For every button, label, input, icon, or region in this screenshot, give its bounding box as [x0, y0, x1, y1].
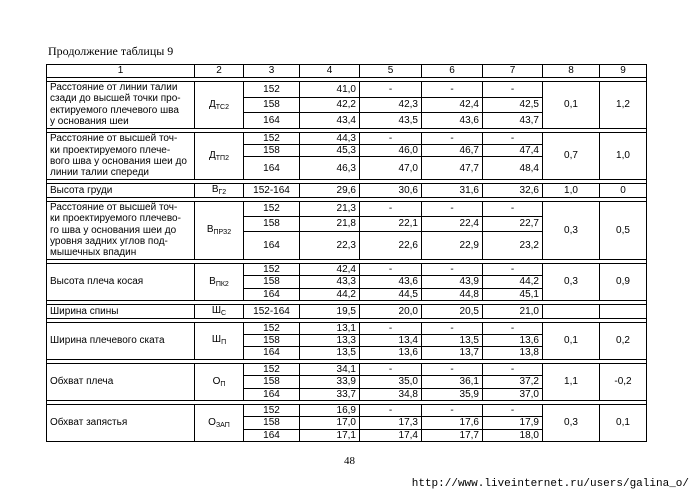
value-cell: -	[360, 263, 422, 275]
height-cell: 164	[244, 157, 300, 180]
symbol-letter: О	[212, 375, 221, 387]
value-cell: -	[422, 132, 483, 144]
value-cell: -	[422, 201, 483, 216]
value-cell: 32,6	[483, 184, 543, 197]
value-cell: 46,7	[422, 145, 483, 157]
coefficient-cell: 0	[600, 184, 647, 197]
coefficient-cell: 0,1	[543, 82, 600, 129]
measurement-name-line: Высота плеча косая	[50, 276, 144, 288]
value-cell: 41,0	[300, 82, 360, 98]
measurement-name	[47, 201, 195, 259]
symbol-letter: Д	[209, 149, 216, 161]
coefficient-cell: 1,1	[543, 363, 600, 400]
height-cell: 152-164	[244, 305, 300, 318]
table-caption: Продолжение таблицы 9	[48, 44, 174, 58]
measurement-name-line: ки проектируемого плечево-	[50, 213, 181, 225]
coefficient-cell	[543, 305, 600, 318]
symbol-subscript: ТС2	[215, 103, 229, 111]
symbol-subscript: Г2	[218, 189, 227, 197]
value-cell: 17,0	[300, 417, 360, 429]
value-cell: 13,3	[300, 334, 360, 346]
value-cell: 47,0	[360, 157, 422, 180]
watermark-url: http://www.liveinternet.ru/users/galina_o/	[411, 478, 689, 490]
value-cell: -	[360, 363, 422, 375]
value-cell: -	[483, 132, 543, 144]
column-header: 4	[300, 65, 360, 78]
value-cell: 33,7	[300, 388, 360, 400]
symbol-letter: Ш	[211, 305, 222, 317]
column-header: 6	[422, 65, 483, 78]
height-cell: 164	[244, 113, 300, 129]
measurement-name-line: Ширина плечевого ската	[50, 334, 165, 346]
header-row	[47, 65, 647, 78]
measurement-symbol	[195, 184, 244, 197]
column-header: 2	[195, 65, 244, 78]
column-header: 9	[600, 65, 647, 78]
symbol-letter: В	[206, 224, 214, 236]
height-cell: 152	[244, 201, 300, 216]
height-cell: 152	[244, 263, 300, 275]
symbol-subscript: ПРЗ2	[213, 229, 232, 237]
value-cell: -	[483, 201, 543, 216]
value-cell: -	[483, 363, 543, 375]
value-cell: -	[422, 363, 483, 375]
measurement-symbol	[195, 322, 244, 359]
value-cell: 33,9	[300, 376, 360, 388]
value-cell: 20,0	[360, 305, 422, 318]
value-cell: 13,7	[422, 347, 483, 359]
value-cell: 43,7	[483, 113, 543, 129]
coefficient-cell: 0,9	[600, 263, 647, 300]
symbol-subscript: П	[221, 339, 227, 347]
symbol-subscript: ПК2	[215, 280, 229, 288]
measurement-symbol	[195, 404, 244, 441]
measurement-name	[47, 305, 195, 318]
value-cell: 44,3	[300, 132, 360, 144]
height-cell: 152	[244, 404, 300, 416]
height-cell: 158	[244, 97, 300, 113]
value-cell: 18,0	[483, 429, 543, 441]
measurement-symbol	[195, 201, 244, 259]
value-cell: 43,6	[422, 113, 483, 129]
value-cell: 13,1	[300, 322, 360, 334]
value-cell: 34,1	[300, 363, 360, 375]
coefficient-cell: 0,3	[543, 404, 600, 441]
symbol-subscript: С	[221, 310, 227, 318]
table-row	[47, 132, 647, 144]
coefficient-cell: -0,2	[600, 363, 647, 400]
value-cell: 47,4	[483, 145, 543, 157]
value-cell: 13,5	[300, 347, 360, 359]
measurement-name	[47, 184, 195, 197]
table-row	[47, 184, 647, 197]
value-cell: 35,9	[422, 388, 483, 400]
value-cell: 17,6	[422, 417, 483, 429]
coefficient-cell: 0,7	[543, 132, 600, 180]
value-cell: 34,8	[360, 388, 422, 400]
value-cell: 46,3	[300, 157, 360, 180]
value-cell: 17,9	[483, 417, 543, 429]
value-cell: 22,6	[360, 231, 422, 259]
value-cell: 48,4	[483, 157, 543, 180]
table-row	[47, 305, 647, 318]
coefficient-cell: 0,3	[543, 201, 600, 259]
measurement-name-line: го шва у основания шеи до	[50, 224, 177, 236]
height-cell: 158	[244, 145, 300, 157]
value-cell: 44,5	[360, 288, 422, 300]
value-cell: 30,6	[360, 184, 422, 197]
table-row	[47, 322, 647, 334]
value-cell: 19,5	[300, 305, 360, 318]
height-cell: 164	[244, 231, 300, 259]
value-cell: 31,6	[422, 184, 483, 197]
coefficient-cell: 0,2	[600, 322, 647, 359]
height-cell: 158	[244, 417, 300, 429]
measurements-table	[46, 64, 647, 442]
value-cell: 45,3	[300, 145, 360, 157]
measurement-symbol	[195, 363, 244, 400]
measurement-name-line: линии талии спереди	[50, 167, 150, 179]
value-cell: -	[360, 404, 422, 416]
measurement-name-line: мышечных впадин	[50, 247, 137, 259]
column-header: 1	[47, 65, 195, 78]
value-cell: 44,2	[300, 288, 360, 300]
height-cell: 152	[244, 322, 300, 334]
value-cell: 22,9	[422, 231, 483, 259]
value-cell: -	[360, 82, 422, 98]
symbol-subscript: П	[220, 380, 226, 388]
measurement-name-line: Расстояние от высшей точ-	[50, 201, 178, 213]
measurement-name-line: вого шва у основания шеи до	[50, 156, 187, 168]
value-cell: 17,1	[300, 429, 360, 441]
height-cell: 152	[244, 363, 300, 375]
value-cell: 22,3	[300, 231, 360, 259]
measurement-name-line: Высота груди	[50, 184, 113, 196]
coefficient-cell: 1,0	[543, 184, 600, 197]
measurement-name-line: сзади до высшей точки про-	[50, 93, 181, 105]
value-cell: 13,4	[360, 334, 422, 346]
value-cell: 21,3	[300, 201, 360, 216]
measurement-name-line: Расстояние от высшей точ-	[50, 133, 178, 145]
column-header: 3	[244, 65, 300, 78]
coefficient-cell: 0,1	[543, 322, 600, 359]
measurement-name	[47, 322, 195, 359]
value-cell: -	[483, 82, 543, 98]
measurement-name-line: ектируемого плечевого шва	[50, 104, 179, 116]
value-cell: -	[483, 404, 543, 416]
value-cell: 29,6	[300, 184, 360, 197]
value-cell: 42,2	[300, 97, 360, 113]
symbol-letter: В	[211, 184, 219, 196]
measurement-name	[47, 132, 195, 180]
height-cell: 164	[244, 388, 300, 400]
height-cell: 158	[244, 376, 300, 388]
value-cell: 42,5	[483, 97, 543, 113]
coefficient-cell: 0,3	[543, 263, 600, 300]
table-row	[47, 82, 647, 98]
measurement-symbol	[195, 305, 244, 318]
value-cell: -	[360, 132, 422, 144]
value-cell: 21,8	[300, 216, 360, 231]
coefficient-cell	[600, 305, 647, 318]
value-cell: -	[483, 322, 543, 334]
height-cell: 164	[244, 347, 300, 359]
height-cell: 158	[244, 276, 300, 288]
value-cell: 13,8	[483, 347, 543, 359]
value-cell: 37,0	[483, 388, 543, 400]
measurement-name	[47, 404, 195, 441]
value-cell: 13,6	[360, 347, 422, 359]
table-row	[47, 363, 647, 375]
table-row	[47, 404, 647, 416]
value-cell: -	[483, 263, 543, 275]
value-cell: 43,6	[360, 276, 422, 288]
value-cell: -	[422, 82, 483, 98]
value-cell: 42,4	[422, 97, 483, 113]
column-header: 5	[360, 65, 422, 78]
symbol-letter: О	[208, 416, 216, 428]
table-row	[47, 201, 647, 216]
height-cell: 152	[244, 82, 300, 98]
measurement-name-line: уровня задних углов под-	[50, 236, 168, 248]
value-cell: 17,3	[360, 417, 422, 429]
value-cell: 47,7	[422, 157, 483, 180]
value-cell: -	[422, 322, 483, 334]
symbol-subscript: ТП2	[215, 154, 229, 162]
value-cell: 43,3	[300, 276, 360, 288]
column-header: 7	[483, 65, 543, 78]
measurement-symbol	[195, 263, 244, 300]
measurement-name-line: ки проектируемого плече-	[50, 144, 171, 156]
measurement-name-line: Ширина спины	[50, 305, 119, 317]
table-row	[47, 263, 647, 275]
value-cell: 43,4	[300, 113, 360, 129]
coefficient-cell: 0,5	[600, 201, 647, 259]
value-cell: 37,2	[483, 376, 543, 388]
value-cell: 35,0	[360, 376, 422, 388]
height-cell: 152	[244, 132, 300, 144]
value-cell: -	[360, 322, 422, 334]
value-cell: 42,4	[300, 263, 360, 275]
value-cell: -	[422, 263, 483, 275]
value-cell: 45,1	[483, 288, 543, 300]
coefficient-cell: 1,2	[600, 82, 647, 129]
value-cell: 46,0	[360, 145, 422, 157]
coefficient-cell: 1,0	[600, 132, 647, 180]
page-number: 48	[344, 455, 355, 467]
measurement-name-line: Обхват плеча	[50, 376, 114, 388]
value-cell: 43,9	[422, 276, 483, 288]
value-cell: 20,5	[422, 305, 483, 318]
measurement-name	[47, 263, 195, 300]
value-cell: 17,7	[422, 429, 483, 441]
measurement-name-line: Обхват запястья	[50, 417, 128, 429]
height-cell: 158	[244, 216, 300, 231]
value-cell: 13,5	[422, 334, 483, 346]
value-cell: 23,2	[483, 231, 543, 259]
value-cell: 16,9	[300, 404, 360, 416]
measurement-name-line: у основания шеи	[50, 116, 129, 128]
measurement-symbol	[195, 82, 244, 129]
symbol-letter: В	[209, 275, 216, 287]
measurement-name-line: Расстояние от линии талии	[50, 82, 178, 93]
value-cell: 22,1	[360, 216, 422, 231]
value-cell: 22,4	[422, 216, 483, 231]
value-cell: 42,3	[360, 97, 422, 113]
value-cell: 44,8	[422, 288, 483, 300]
value-cell: 22,7	[483, 216, 543, 231]
value-cell: 17,4	[360, 429, 422, 441]
height-cell: 164	[244, 288, 300, 300]
measurement-name	[47, 363, 195, 400]
height-cell: 158	[244, 334, 300, 346]
symbol-letter: Ш	[211, 334, 222, 346]
height-cell: 152-164	[244, 184, 300, 197]
symbol-subscript: ЗАП	[215, 421, 230, 429]
coefficient-cell: 0,1	[600, 404, 647, 441]
value-cell: 21,0	[483, 305, 543, 318]
measurement-name	[47, 82, 195, 129]
value-cell: -	[360, 201, 422, 216]
height-cell: 164	[244, 429, 300, 441]
symbol-letter: Д	[208, 98, 216, 110]
column-header: 8	[543, 65, 600, 78]
value-cell: -	[422, 404, 483, 416]
value-cell: 44,2	[483, 276, 543, 288]
measurement-symbol	[195, 132, 244, 180]
value-cell: 36,1	[422, 376, 483, 388]
value-cell: 13,6	[483, 334, 543, 346]
value-cell: 43,5	[360, 113, 422, 129]
